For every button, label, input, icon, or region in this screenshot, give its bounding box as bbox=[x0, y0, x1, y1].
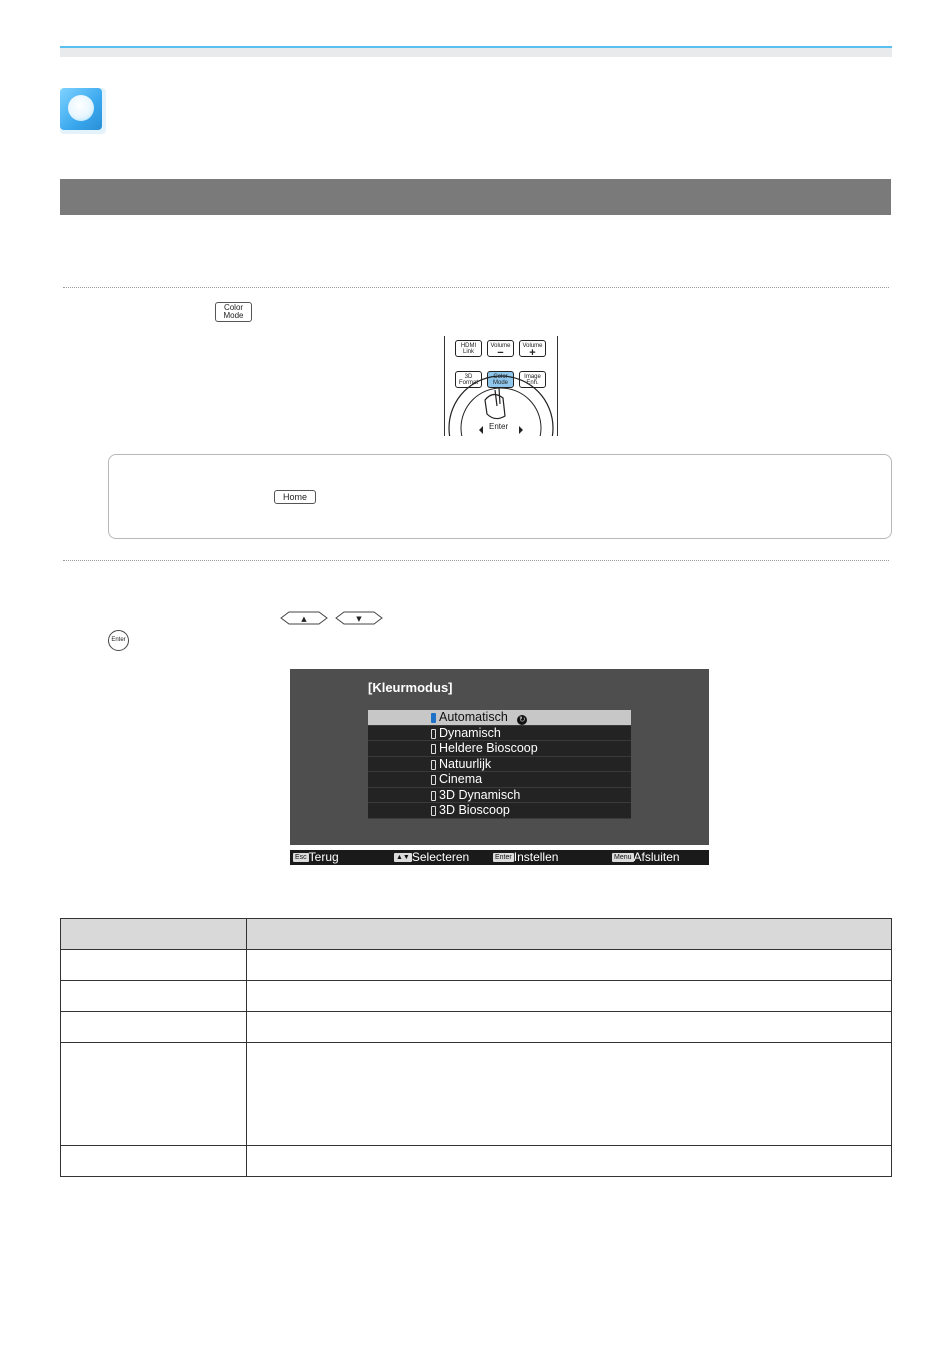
key-label-line: Color bbox=[223, 303, 244, 312]
down-arrow-glyph: ▼ bbox=[356, 615, 362, 623]
home-key-icon: Home bbox=[274, 490, 316, 504]
table-header-row bbox=[61, 919, 892, 950]
remote-control-illustration bbox=[444, 336, 558, 436]
table-row bbox=[61, 1146, 892, 1177]
osd-item-label: Cinema bbox=[439, 772, 483, 786]
table-header-cell bbox=[61, 919, 247, 950]
remote-enter-label: Enter bbox=[489, 422, 509, 431]
table-row bbox=[61, 950, 892, 981]
remote-volume-down-button: Volume − bbox=[487, 340, 514, 357]
enter-key-icon: Enter bbox=[108, 630, 129, 651]
remote-hdmi-link-button: HDMI Link bbox=[455, 340, 482, 357]
table-cell bbox=[61, 1146, 247, 1177]
selection-marker-icon bbox=[431, 806, 436, 816]
table-cell bbox=[247, 950, 892, 981]
osd-item-label: 3D Bioscoop bbox=[439, 803, 510, 817]
osd-item-3d-bioscoop[interactable] bbox=[368, 803, 631, 819]
table-cell bbox=[247, 1146, 892, 1177]
chapter-icon bbox=[60, 88, 106, 134]
color-mode-key-icon bbox=[215, 302, 252, 322]
osd-footer-select bbox=[394, 850, 469, 865]
osd-item-label: Heldere Bioscoop bbox=[439, 741, 538, 755]
remote-dpad-drawing bbox=[445, 336, 557, 436]
osd-title: [Kleurmodus] bbox=[368, 680, 453, 695]
osd-item-label: Natuurlijk bbox=[439, 756, 492, 771]
remote-color-mode-button: Color Mode bbox=[487, 371, 514, 388]
osd-item-3d-dynamisch[interactable] bbox=[368, 788, 631, 804]
up-arrow-key-icon bbox=[279, 610, 329, 626]
osd-footer-exit-label: Afsluiten bbox=[633, 850, 680, 864]
remote-3d-format-button: 3D Format bbox=[455, 371, 482, 388]
step-divider bbox=[63, 287, 889, 288]
selection-marker-icon bbox=[431, 775, 436, 785]
top-rule bbox=[60, 46, 892, 57]
osd-item-label: Automatisch bbox=[439, 710, 508, 724]
selection-marker-icon bbox=[431, 713, 436, 723]
enter-key-small-icon: Enter bbox=[495, 854, 512, 861]
osd-item-dynamisch[interactable] bbox=[368, 726, 631, 742]
osd-footer-back bbox=[293, 850, 339, 865]
table-row bbox=[61, 1012, 892, 1043]
osd-item-automatisch[interactable] bbox=[368, 710, 631, 726]
osd-item-label: Dynamisch bbox=[439, 725, 501, 740]
color-mode-table bbox=[60, 918, 892, 1177]
selection-marker-icon bbox=[431, 760, 436, 770]
section-header-bar bbox=[60, 179, 891, 215]
table-cell bbox=[247, 981, 892, 1012]
osd-footer-exit bbox=[612, 850, 680, 865]
osd-color-mode-list bbox=[368, 710, 631, 819]
menu-key-icon: Menu bbox=[614, 854, 632, 861]
osd-item-heldere-bioscoop[interactable] bbox=[368, 741, 631, 757]
up-down-key-icon: ▲▼ bbox=[396, 854, 410, 861]
table-cell bbox=[247, 1043, 892, 1146]
table-cell bbox=[247, 1012, 892, 1043]
table-row bbox=[61, 1043, 892, 1146]
osd-footer-set-label: Instellen bbox=[513, 850, 559, 864]
down-arrow-key-icon bbox=[334, 610, 384, 626]
note-box bbox=[108, 454, 892, 539]
esc-key-icon: Esc bbox=[295, 854, 307, 861]
key-label-line: Mode bbox=[223, 311, 244, 320]
osd-item-label: 3D Dynamisch bbox=[439, 787, 521, 802]
table-cell bbox=[61, 1043, 247, 1146]
chapter-icon-dot bbox=[68, 95, 94, 121]
step-divider bbox=[63, 560, 889, 561]
table-cell bbox=[61, 981, 247, 1012]
up-arrow-glyph: ▲ bbox=[301, 615, 307, 623]
osd-item-cinema[interactable] bbox=[368, 772, 631, 788]
auto-adjust-icon: ↻ bbox=[518, 715, 526, 724]
remote-volume-up-button: Volume + bbox=[519, 340, 546, 357]
osd-footer-set bbox=[493, 850, 558, 865]
selection-marker-icon bbox=[431, 791, 436, 801]
table-cell bbox=[61, 1012, 247, 1043]
osd-item-natuurlijk[interactable] bbox=[368, 757, 631, 773]
osd-footer bbox=[290, 850, 709, 865]
selection-marker-icon bbox=[431, 744, 436, 754]
osd-footer-select-label: Selecteren bbox=[411, 850, 470, 864]
table-header-cell bbox=[247, 919, 892, 950]
selection-marker-icon bbox=[431, 729, 436, 739]
remote-image-enh-button: Image Enh. bbox=[519, 371, 546, 388]
osd-footer-back-label: Terug bbox=[308, 850, 339, 864]
table-row bbox=[61, 981, 892, 1012]
table-cell bbox=[61, 950, 247, 981]
